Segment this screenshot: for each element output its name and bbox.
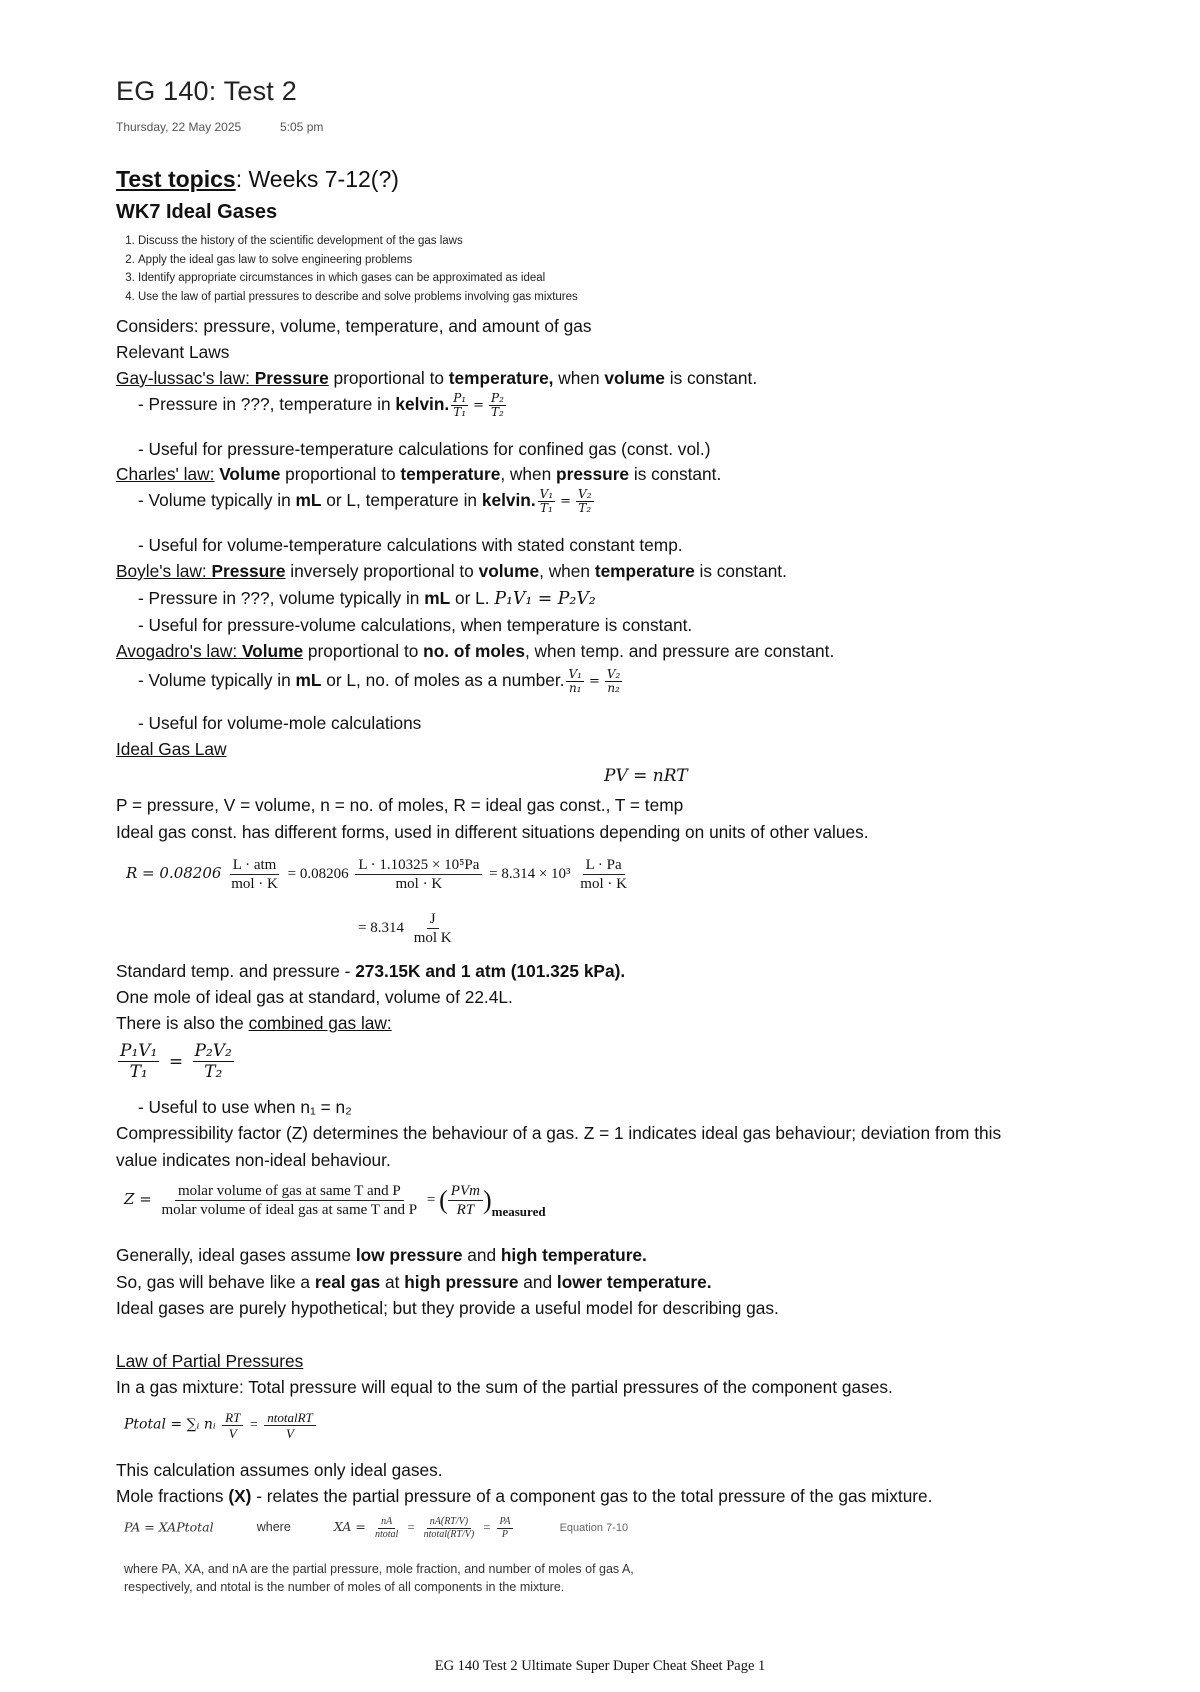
ideal-assumption-line: This calculation assumes only ideal gases. (116, 1460, 443, 1480)
equation: $\frac{\text{V₁}}{\text{n₁}}$ (568, 667, 582, 695)
law-name: Gay-lussac's law: Pressure (116, 368, 329, 388)
mole-fraction-equation: PA = XAPtotal where XA = nA ntotal = nA(RT/V) ntotal(RT/V) = $\frac{PA}{P}$ Equation 7-10 (124, 1516, 629, 1540)
stp-line: Standard temp. and pressure - 273.15K and 1 atm (101.325 kPa). (116, 961, 626, 981)
gay-lussac-bullet-1: - Pressure in ???, temperature in kelvin. $\frac{\text{P₁}}{\text{T₁}}$ = $\frac{\text{P₂}}{\text{T₂}}$ (138, 391, 504, 419)
equation: $\frac{\text{V₁}}{\text{T₁}}$ (539, 487, 554, 515)
partial-pressures-desc: In a gas mixture: Total pressure will equal to the sum of the partial pressures of the component gases. (116, 1377, 893, 1397)
charles-bullet-1: - Volume typically in mL or L, temperature in kelvin. $\frac{\text{V₁}}{\text{T₁}}$ = $\frac{\text{V₂}}{\text{T₂}}$ (138, 487, 592, 515)
compressibility-equation: Z = molar volume of gas at same T and P molar volume of ideal gas at same T and P = ( PVm RT )measured (124, 1183, 546, 1219)
mole-volume-line: One mole of ideal gas at standard, volume of 22.4L. (116, 987, 513, 1007)
test-topics-heading (116, 166, 399, 193)
ideal-gas-heading: Ideal Gas Law (116, 739, 227, 759)
boyle-bullet-2: - Useful for pressure-volume calculations, when temperature is constant. (138, 615, 693, 635)
compressibility-line-1: Compressibility factor (Z) determines the behaviour of a gas. Z = 1 indicates ideal gas behaviour; deviation from this (116, 1123, 1002, 1143)
relevant-laws-line: Relevant Laws (116, 342, 230, 362)
equation-label: Equation 7-10 (559, 1522, 629, 1535)
gay-lussac-law: Gay-lussac's law: Pressure proportional to temperature, when volume is constant. (116, 368, 758, 388)
objective-item: 2. Apply the ideal gas law to solve engineering problems (138, 251, 578, 270)
boyle-law: Boyle's law: Pressure inversely proportional to volume, when temperature is constant. (116, 561, 787, 581)
avogadro-law: Avogadro's law: Volume proportional to no. of moles, when temp. and pressure are constant. (116, 641, 835, 661)
avogadro-bullet-2: - Useful for volume-mole calculations (138, 713, 422, 733)
objective-item: 3. Identify appropriate circumstances in which gases can be approximated as ideal (138, 269, 578, 288)
ideal-gas-definitions: P = pressure, V = volume, n = no. of moles, R = ideal gas const., T = temp (116, 795, 684, 815)
general-line-1: Generally, ideal gases assume low pressure and high temperature. (116, 1245, 647, 1265)
combined-law-line: There is also the combined gas law: (116, 1013, 392, 1033)
mole-fraction-footnote-1: where PA, XA, and nA are the partial pressure, mole fraction, and number of moles of gas A, (124, 1562, 634, 1576)
page-footer: EG 140 Test 2 Ultimate Super Duper Cheat Sheet Page 1 (434, 1658, 766, 1674)
general-line-3: Ideal gases are purely hypothetical; but they provide a useful model for describing gas. (116, 1298, 779, 1318)
charles-bullet-2: - Useful for volume-temperature calculations with stated constant temp. (138, 535, 683, 555)
total-pressure-equation: Ptotal = ∑ᵢ nᵢ $\frac{RT}{V}$ = ntotalRT V (124, 1410, 319, 1441)
objective-item: 4. Use the law of partial pressures to describe and solve problems involving gas mixtures (138, 288, 578, 307)
partial-pressures-heading: Law of Partial Pressures (116, 1351, 304, 1371)
compressibility-line-2: value indicates non-ideal behaviour. (116, 1150, 391, 1170)
objective-item: 1. Discuss the history of the scientific development of the gas laws (138, 232, 578, 251)
page-title: EG 140: Test 2 (116, 76, 297, 106)
equation: P₁V₁ = P₂V₂ (494, 589, 596, 609)
gas-constant-equation-line-2: = 8.314 J mol K (358, 911, 452, 946)
mole-fraction-line: Mole fractions (X) - relates the partial pressure of a component gas to the total pressure of the gas mixture. (116, 1486, 933, 1506)
test-topics-label: Test topics (116, 166, 236, 192)
boyle-bullet-1: - Pressure in ???, volume typically in mL or L. P₁V₁ = P₂V₂ (138, 588, 596, 609)
mole-fraction-footnote-2: respectively, and ntotal is the number of moles of all components in the mixture. (124, 1580, 565, 1594)
considers-line: Considers: pressure, volume, temperature, and amount of gas (116, 316, 592, 336)
week-heading: WK7 Ideal Gases (116, 201, 278, 223)
gas-constant-equation: R = 0.08206 L · atm mol · K = 0.08206 L · 1.10325 × 10⁵Pa mol · K = 8.314 × 10³ L · Pa mol · K (126, 857, 627, 892)
gay-lussac-bullet-2: - Useful for pressure-temperature calculations for confined gas (const. vol.) (138, 439, 711, 459)
combined-law-equation: $\frac{\text{P₁V₁}}{\text{T₁}}$ = $\frac{\text{P₂V₂}}{\text{T₂}}$ (120, 1041, 232, 1082)
gas-constant-note: Ideal gas const. has different forms, used in different situations depending on units of other values. (116, 822, 869, 842)
objectives-list (118, 232, 578, 306)
ideal-gas-equation: PV = nRT (604, 766, 688, 786)
charles-law: Charles' law: Volume proportional to temperature, when pressure is constant. (116, 464, 722, 484)
page-date: Thursday, 22 May 2025 (116, 120, 242, 134)
general-line-2: So, gas will behave like a real gas at high pressure and lower temperature. (116, 1272, 712, 1292)
equation: $\frac{\text{P₁}}{\text{T₁}}$ (453, 391, 467, 419)
combined-law-note: - Useful to use when n₁ = n₂ (138, 1097, 352, 1117)
test-topics-weeks: : Weeks 7-12(?) (235, 166, 399, 192)
avogadro-bullet-1: - Volume typically in mL or L, no. of moles as a number. $\frac{\text{V₁}}{\text{n₁}}$ = $\frac{\text{V₂}}{\text{n₂}}$ (138, 667, 621, 695)
page-time: 5:05 pm (280, 120, 324, 134)
